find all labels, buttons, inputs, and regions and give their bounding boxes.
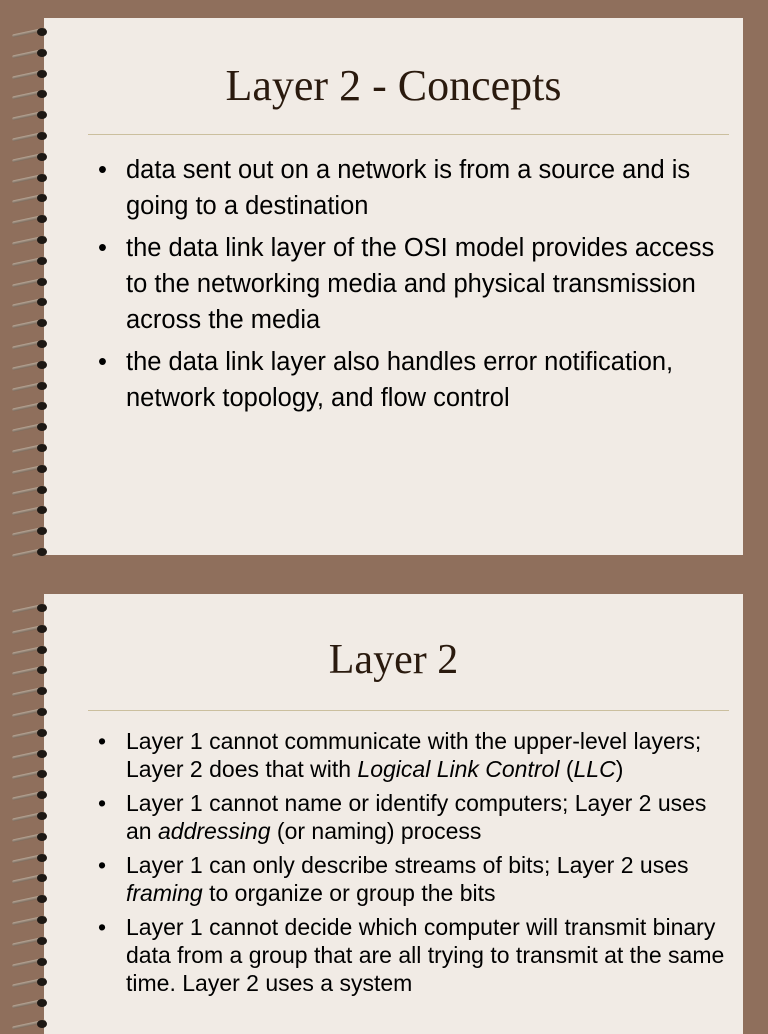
binding-coil-icon [12, 234, 60, 244]
bullet-item [96, 789, 727, 845]
bullet-dot: • [98, 348, 107, 376]
binding-coil-icon [12, 789, 60, 799]
text-run: the data link layer also handles error notification, network topology, and flow control [126, 348, 674, 412]
bullet-text [126, 156, 690, 220]
slide-1 [44, 18, 743, 555]
binding-coil-icon [12, 685, 60, 695]
binding-coil-icon [12, 47, 60, 57]
bullet-dot: • [98, 234, 107, 262]
binding-coil-icon [12, 546, 60, 556]
bullet-text [126, 234, 714, 334]
text-run: to organize or group the bits [202, 880, 496, 906]
binding-coil-icon [12, 172, 60, 182]
text-run: Layer 1 can only describe streams of bits; Layer 2 uses [126, 852, 689, 878]
binding-coil-icon [12, 623, 60, 633]
emphasized-term: LLC [573, 756, 616, 782]
binding-coil-icon [12, 706, 60, 716]
text-run: (or naming) process [270, 818, 482, 844]
binding-coil-icon [12, 484, 60, 494]
binding-coil-icon [12, 296, 60, 306]
binding-coil-icon [12, 504, 60, 514]
binding-coil-icon [12, 442, 60, 452]
bullet-item [96, 851, 727, 907]
bullet-dot: • [98, 790, 107, 816]
title-divider [88, 134, 729, 135]
bullet-text [126, 852, 689, 906]
binding-coil-icon [12, 914, 60, 924]
text-run: Layer 1 cannot decide which computer will transmit binary data from a group that are all trying to transmit at the same time. Layer 2 uses a system [126, 914, 725, 996]
bullet-text [126, 728, 701, 782]
bullet-item [96, 727, 727, 783]
binding-coil-icon [12, 810, 60, 820]
binding-coil-icon [12, 463, 60, 473]
emphasized-term: addressing [157, 818, 271, 844]
binding-coil-icon [12, 748, 60, 758]
binding-coil-icon [12, 956, 60, 966]
text-run: Layer 1 cannot name or identify computers; Layer 2 uses an [126, 790, 707, 844]
bullet-list [96, 727, 727, 1003]
bullet-item [96, 230, 727, 338]
binding-coil-icon [12, 380, 60, 390]
binding-coil-icon [12, 768, 60, 778]
bullet-dot: • [98, 852, 107, 878]
binding-coil-icon [12, 276, 60, 286]
binding-coil-icon [12, 997, 60, 1007]
binding-coil-icon [12, 852, 60, 862]
binding-coil-icon [12, 727, 60, 737]
bullet-item [96, 913, 727, 997]
slide-2 [44, 594, 743, 1034]
binding-coil-icon [12, 255, 60, 265]
bullet-text [126, 348, 673, 412]
bullet-text [126, 790, 706, 844]
bullet-dot: • [98, 914, 107, 940]
binding-coil-icon [12, 421, 60, 431]
title-divider [88, 710, 729, 711]
bullet-text [126, 914, 724, 996]
bullet-item [96, 344, 727, 416]
binding-coil-icon [12, 192, 60, 202]
text-run: Layer 1 cannot communicate with the upper-level layers; Layer 2 does that with [126, 728, 702, 782]
binding-coil-icon [12, 26, 60, 36]
binding-coil-icon [12, 872, 60, 882]
binding-coil-icon [12, 359, 60, 369]
binding-coil-icon [12, 213, 60, 223]
binding-coil-icon [12, 976, 60, 986]
binding-coil-icon [12, 1018, 60, 1028]
binding-coil-icon [12, 935, 60, 945]
emphasized-term: Logical Link Control [357, 756, 560, 782]
bullet-dot: • [98, 156, 107, 184]
bullet-list [96, 152, 727, 422]
binding-coil-icon [12, 338, 60, 348]
emphasized-term: framing [126, 880, 203, 906]
bullet-dot: • [98, 728, 107, 754]
binding-coil-icon [12, 317, 60, 327]
binding-coil-icon [12, 602, 60, 612]
binding-coil-icon [12, 525, 60, 535]
slide-title: Layer 2 [328, 637, 459, 683]
text-run: data sent out on a network is from a source and is going to a destination [126, 156, 691, 220]
text-run: ( [559, 756, 574, 782]
binding-coil-icon [12, 831, 60, 841]
binding-coil-icon [12, 400, 60, 410]
binding-coil-icon [12, 130, 60, 140]
slide-title: Layer 2 - Concepts [225, 61, 562, 110]
binding-coil-icon [12, 151, 60, 161]
text-run: ) [615, 756, 624, 782]
text-run: the data link layer of the OSI model provides access to the networking media and physical transmission across the media [126, 234, 715, 334]
binding-coil-icon [12, 893, 60, 903]
bullet-item [96, 152, 727, 224]
